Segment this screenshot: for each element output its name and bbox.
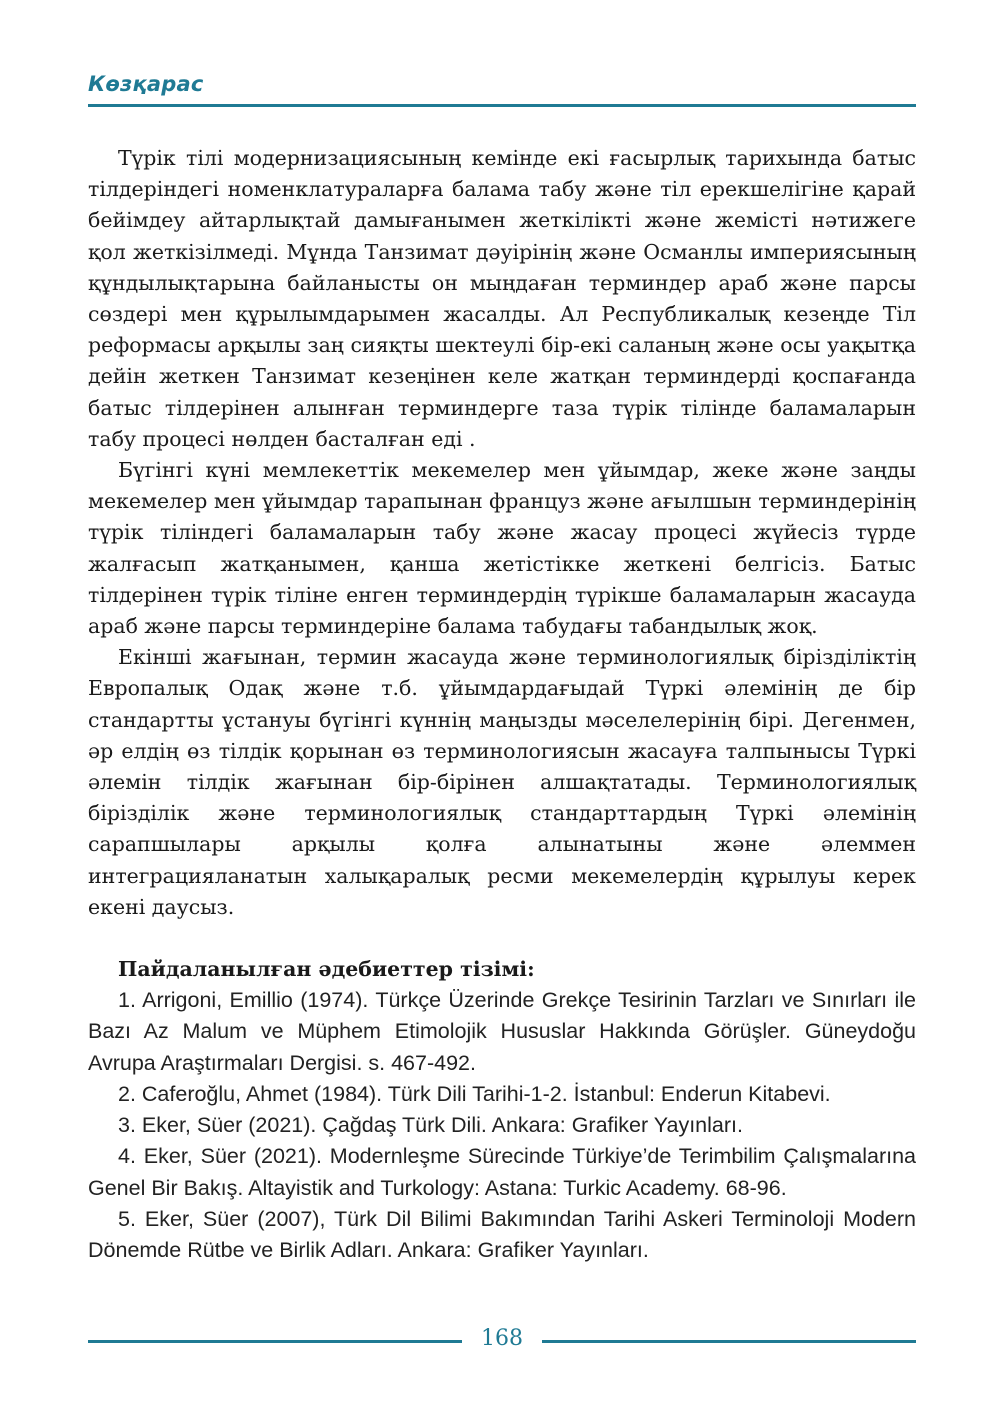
footer-divider-right <box>542 1340 916 1343</box>
reference-item-3: 3. Eker, Süer (2021). Çağdaş Türk Dili. Ankara: Grafiker Yayınları. <box>118 1113 743 1138</box>
reference-item-4: 4. Eker, Süer (2021). Modernleşme Sürecinde Türkiye’de Terimbilim Çalışmalarına Genel Bir Bakış. Altayistik and Turkology: Astana: Turkic Academy. 68-96. <box>88 1144 916 1200</box>
reference-item-1: 1. Arrigoni, Emillio (1974). Türkçe Üzerinde Grekçe Tesirinin Tarzları ve Sınırları ile Bazı Az Malum ve Müphem Etimolojik Hususlar Hakkında Görüşler. Güneydoğu Avrupa Araştırmaları Dergisi. s. 467-492. <box>88 988 916 1075</box>
reference-item-2: 2. Caferoğlu, Ahmet (1984). Türk Dili Tarihi-1-2. İstanbul: Enderun Kitabevi. <box>118 1081 831 1106</box>
page-number: 168 <box>481 1326 523 1351</box>
page-footer <box>88 1326 916 1358</box>
footer-divider-left <box>88 1340 462 1343</box>
article-body <box>88 143 916 1266</box>
running-header-title: Көзқарас <box>88 72 204 96</box>
header-divider <box>88 104 916 107</box>
references-heading: Пайдаланылған әдебиеттер тізімі: <box>118 957 535 982</box>
reference-item-5: 5. Eker, Süer (2007), Türk Dil Bilimi Bakımından Tarihi Askeri Terminoloji Modern Dönemde Rütbe ve Birlik Adları. Ankara: Grafiker Yayınları. <box>88 1206 916 1262</box>
body-paragraph-2: Бүгінгі күні мемлекеттік мекемелер мен ұйымдар, жеке және заңды мекемелер мен ұйымдар тарапынан француз және ағылшын терминдерінің түрік тіліндегі баламаларын табу және жасау процесі жүйесіз түрде жалғасып жатқанымен, қанша жетістікке жеткені белгісіз. Батыс тілдерінен түрік тіліне енген терминдердің түрікше баламаларын жасауда араб және парсы терминдеріне балама табудағы табандылық жоқ. <box>88 458 916 639</box>
references-section <box>88 954 916 1266</box>
body-paragraph-3: Екінші жағынан, термин жасауда және терминологиялық бірізділіктің Европалық Одақ және т.б. ұйымдардағыдай Түркі әлемінің де бір стандартты ұстануы бүгінгі күннің маңызды мәселелерінің бірі. Дегенмен, әр елдің өз тілдік қорынан өз терминологиясын жасауға талпынысы Түркі әлемін тілдік жағынан бір-бірінен алшақтатады. Терминологиялық бірізділік және терминологиялық стандарттардың Түркі әлемінің сарапшылары арқылы қолға алынатыны және әлеммен интеграцияланатын халықаралық ресми мекемелердің құрылуы керек екені даусыз. <box>88 645 916 919</box>
body-paragraph-1: Түрік тілі модернизациясының кемінде екі ғасырлық тарихында батыс тілдеріндегі номенклатураларға балама табу және тіл ерекшелігіне қарай бейімдеу айтарлықтай дамығанымен жеткілікті және жемісті нәтижеге қол жеткізілмеді. Мұнда Танзимат дәуірінің және Османлы империясының құндылықтарына байланысты он мыңдаған терминдер араб және парсы сөздері мен құрылымдарымен жасалды. Ал Республикалық кезеңде Тіл реформасы арқылы заң сияқты шектеулі бір-екі саланың және осы уақытқа дейін жеткен Танзимат кезеңінен келе жатқан терминдерді қоспағанда батыс тілдерінен алынған терминдерге таза түрік тілінде баламаларын табу процесі нөлден басталған еді . <box>88 146 916 451</box>
